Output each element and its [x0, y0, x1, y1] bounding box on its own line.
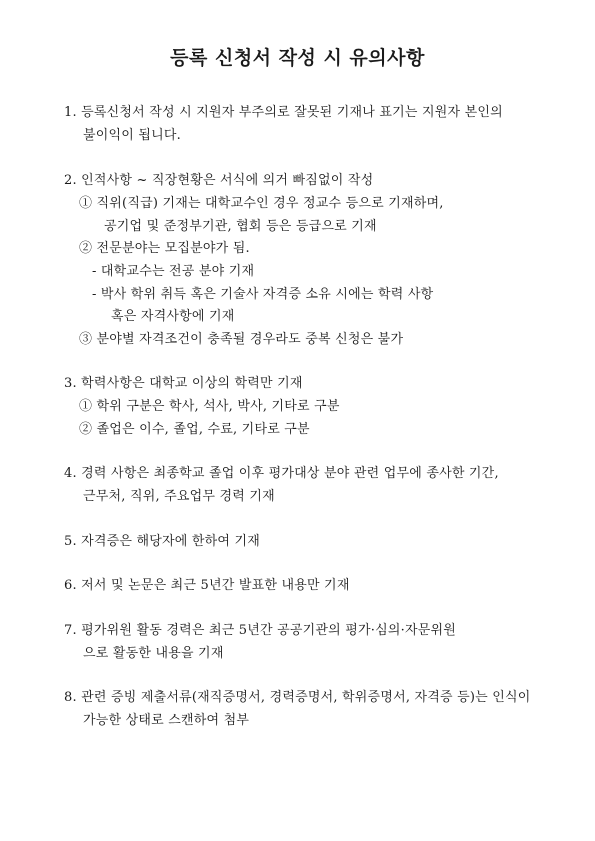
item-8-heading: 8. 관련 증빙 제출서류(재직증명서, 경력증명서, 학위증명서, 자격증 등)는 인식이	[64, 690, 531, 705]
item-2-sub-1-continuation: 공기업 및 준정부기관, 협회 등은 등급으로 기재	[104, 219, 377, 234]
item-3-sub-2: ② 졸업은 이수, 졸업, 수료, 기타로 구분	[79, 422, 310, 437]
item-7-heading: 7. 평가위원 활동 경력은 최근 5년간 공공기관의 평가·심의·자문위원	[64, 623, 456, 638]
item-2-sub-2-bullet-2: - 박사 학위 취득 혹은 기술사 자격증 소유 시에는 학력 사항	[92, 287, 434, 302]
item-7-continuation: 으로 활동한 내용을 기재	[83, 646, 224, 661]
item-2-sub-2: ② 전문분야는 모집분야가 됨.	[79, 241, 250, 256]
item-8-continuation: 가능한 상태로 스캔하여 첨부	[83, 713, 250, 728]
item-6-heading: 6. 저서 및 논문은 최근 5년간 발표한 내용만 기재	[64, 578, 350, 593]
item-2-sub-2-bullet-2-continuation: 혹은 자격사항에 기재	[111, 309, 235, 324]
item-3-sub-1: ① 학위 구분은 학사, 석사, 박사, 기타로 구분	[79, 399, 340, 414]
item-2-sub-3: ③ 분야별 자격조건이 충족될 경우라도 중복 신청은 불가	[79, 332, 404, 347]
page-title: 등록 신청서 작성 시 유의사항	[170, 47, 425, 69]
item-1-heading: 1. 등록신청서 작성 시 지원자 부주의로 잘못된 기재나 표기는 지원자 본인의	[64, 105, 503, 120]
item-3-heading: 3. 학력사항은 대학교 이상의 학력만 기재	[64, 376, 303, 391]
item-1-continuation: 불이익이 됩니다.	[83, 128, 181, 143]
item-4-heading: 4. 경력 사항은 최종학교 졸업 이후 평가대상 분야 관련 업무에 종사한 기간,	[64, 466, 499, 481]
item-2-sub-1: ① 직위(직급) 기재는 대학교수인 경우 정교수 등으로 기재하며,	[79, 196, 444, 211]
item-5-heading: 5. 자격증은 해당자에 한하여 기재	[64, 534, 260, 549]
item-4-continuation: 근무처, 직위, 주요업무 경력 기재	[83, 489, 275, 504]
item-2-heading: 2. 인적사항 ~ 직장현황은 서식에 의거 빠짐없이 작성	[64, 173, 374, 188]
item-2-sub-2-bullet-1: - 대학교수는 전공 분야 기재	[92, 264, 255, 279]
